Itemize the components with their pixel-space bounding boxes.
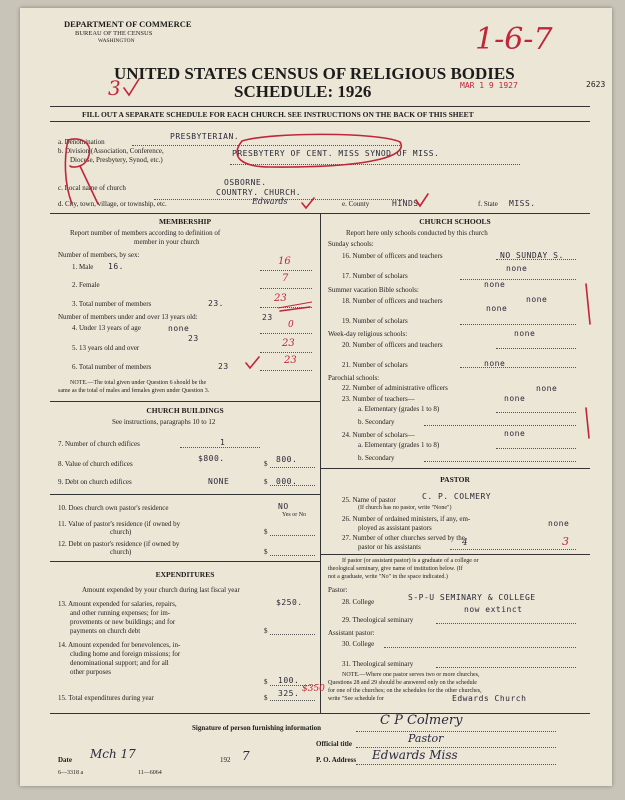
debt-label: 9. Debt on church edifices [58, 478, 132, 486]
red-circle-presbytery [237, 134, 401, 167]
benevolences-value: 100. [278, 676, 300, 685]
census-schedule-page: DEPARTMENT OF COMMERCE BUREAU OF THE CENSUS WASHINGTON UNITED STATES CENSUS OF RELIGIOUS BODIES SCHEDULE: 1926 MAR 1 9 1927 2623 1-6-7 3 FILL OUT A SEPARATE SCHEDULE FOR EACH CHURCH. SEE INSTRUCTIONS ON THE BACK OF THIS SHEET a. Denomination PRESBYTERIAN. b. Division (Association, Conference, Diocese, Presbytery, Synod, etc.) PRESBYTERY OF CENT. MISS SYNOD OF MISS. c. Local name of church OSBORNE. COUNTRY. CHURCH. d. City, town, village, or township, etc. Edwards e. County HINDS f. State MISS. MEMBERSHIP Report number of members according to definition of member in your church Number of members, by sex: 1. Male 16. 16 2. Female 7 3. Total number of members 23. 23 Number of members under and over 13 years old: 23 4. Under 13 years of age none 0 23 5. 13 years old and over 23 6. Total number of members 23 23 NOTE.—The total given under Question 6 should be the same as the total of males and females given under Question 3. CHURCH BUILDINGS See instructions, paragraphs 10 to 12 7. Number of church edifices 1 8. Value of church edifices $800. 800. $ 9. Debt on church edifices NONE 000. $ 10. Does church own pastor's residence NO Yes or No 11. Value of pastor's residence (if owned by church) $ 12. Debt on pastor's residence (if owned by church) $ EXPENDITURES Amount expended by your church during last fiscal year 13. Amount expended for salaries, repairs, and other running expenses; for im- provements or new buildings; and for payments on church debt $250. $ 14. Amount expended for benevolences, in- cluding home and foreign missions; for denominational support; and for all other purposes 100. $ 15. Total expenditures during year 325. $350 $ CHURCH SCHOOLS Report here only schools conducted by this church Sunday schools: 16. Number of officers and teachers NO SUNDAY S. 17. Number of scholars none Summer vacation Bible schools: none 18. Number of officers and teachers none none 19. Number of scholars Week-day religious schools: none 20. Number of officers and teachers 21. Number of scholars none Parochial schools: 22. Number of administrative officers none 23. Number of teachers— none a. Elementary (grades 1 to 8) b. Secondary 24. Number of scholars— none a. Elementary (grades 1 to 8) b. Secondary PASTOR 25. Name of pastor C. P. COLMERY (If church has no pastor, write "None") 26. Number of ordained ministers, if any, em- ployed as assistant pastors none 27. Number of other churches served by the pastor or his assistants 4 3 If pastor (or assistant pastor) is a graduate of a college or theological seminary, give name of institution below. (If not a graduate, write "No" in the space indicated.) Pastor: 28. College S-P-U SEMINARY & COLLEGE now extinct 29. Theological seminary Assistant pastor: 30. College 31. Theological seminary NOTE.—Where one pastor serves two or more churches, Questions 28 and 29 should be answered only on the schedule for one of the churches; on the schedules for the other churches, write "See schedule for Edwards Church Signature of person furnishing information C P Colmery Official title Pastor Date Mch 17 192 7 P. O. Address Edwards Miss 6—3318 a 11—6064 [20, 8, 612, 786]
local-name-line-1: OSBORNE. [224, 178, 267, 187]
q17-label: 17. Number of scholars [342, 272, 408, 280]
membership-note-1: NOTE.—The total given under Question 6 should be the [70, 380, 207, 386]
city-label: WASHINGTON [98, 38, 135, 44]
q26-label: 26. Number of ordained ministers, if any, em- [342, 515, 471, 523]
pastor-name-value: C. P. COLMERY [422, 492, 492, 501]
pastor-none-hint: (If church has no pastor, write "None") [358, 505, 452, 511]
q31-label: 31. Theological seminary [342, 660, 414, 668]
q24-value: none [504, 429, 526, 438]
q23-label: 23. Number of teachers— [342, 395, 415, 403]
total-members-6-corrected: 23 [284, 355, 297, 366]
by-sex-label: Number of members, by sex: [58, 251, 140, 259]
under-13-label: 4. Under 13 years of age [72, 324, 141, 332]
male-corrected: 16 [278, 256, 291, 267]
under-13-typed: none [168, 324, 190, 333]
debt-typed: NONE [208, 477, 230, 486]
division-label: b. Division (Association, Conference, [58, 147, 164, 155]
residence-debt-label-2: church) [110, 548, 132, 556]
membership-intro-1: Report number of members according to definition of [70, 229, 221, 237]
q16-label: 16. Number of officers and teachers [342, 252, 443, 260]
division-label-2: Diocese, Presbytery, Synod, etc.) [70, 156, 163, 164]
q23b-label: b. Secondary [358, 418, 395, 426]
q27-label: 27. Number of other churches served by the [342, 534, 465, 542]
pastor-heading: PASTOR [440, 475, 470, 484]
signature-label: Signature of person furnishing information [192, 724, 321, 732]
membership-heading: MEMBERSHIP [158, 217, 212, 226]
q28-value: S-P-U SEMINARY & COLLEGE [408, 593, 536, 602]
division-value: PRESBYTERY OF CENT. MISS SYNOD OF MISS. [232, 149, 440, 158]
q22-label: 22. Number of administrative officers [342, 384, 448, 392]
q23-value: none [504, 394, 526, 403]
official-title-label: Official title [316, 740, 352, 748]
state-value: MISS. [509, 199, 536, 208]
q18-value-2: none [486, 304, 508, 313]
debt-repeat: 000. [276, 477, 298, 486]
graduate-note-3: not a graduate, write "No" in the space indicated.) [328, 574, 448, 580]
edifice-value-typed: $800. [198, 454, 225, 463]
q17-value-summer: none [484, 280, 506, 289]
membership-intro-2: member in your church [134, 238, 200, 246]
total-expenditures-corrected: $350 [302, 684, 325, 694]
total-expenditures-label: 15. Total expenditures during year [58, 694, 154, 702]
under-13-corrected: 0 [288, 320, 294, 330]
yes-or-no-hint: Yes or No [282, 512, 307, 518]
salaries-label-4: payments on church debt [70, 627, 141, 635]
q24a-label: a. Elementary (grades 1 to 8) [358, 441, 440, 449]
department-label: DEPARTMENT OF COMMERCE [64, 19, 192, 29]
graduate-note-1: If pastor (or assistant pastor) is a graduate of a college or [342, 558, 479, 564]
edifices-value: 1 [220, 438, 226, 447]
total-members-3-corrected: 23 [274, 293, 287, 304]
schools-intro: Report here only schools conducted by this church [346, 229, 488, 237]
over-13-label: 5. 13 years old and over [72, 344, 140, 352]
male-label: 1. Male [72, 263, 94, 271]
expenditures-intro: Amount expended by your church during last fiscal year [82, 586, 240, 594]
q26-value: none [548, 519, 570, 528]
pastor-name-label: 25. Name of pastor [342, 496, 396, 504]
parochial-schools-label: Parochial schools: [328, 374, 380, 382]
print-number: 11—6064 [138, 770, 162, 776]
pastor-residence-label: 10. Does church own pastor's residence [58, 504, 169, 512]
q19-label: 19. Number of scholars [342, 317, 408, 325]
instruction-line: FILL OUT A SEPARATE SCHEDULE FOR EACH CHURCH. SEE INSTRUCTIONS ON THE BACK OF THIS SHEET [82, 110, 474, 119]
local-name-label: c. Local name of church [58, 184, 126, 192]
total-members-6-label: 6. Total number of members [72, 363, 152, 371]
q18-value: none [526, 295, 548, 304]
female-label: 2. Female [72, 281, 100, 289]
q21-label: 21. Number of scholars [342, 361, 408, 369]
serial-number: 2623 [586, 80, 606, 89]
church-schools-heading: CHURCH SCHOOLS [419, 217, 491, 226]
benevolences-label-4: other purposes [70, 668, 112, 676]
county-label: e. County [342, 200, 370, 208]
year-prefix: 192 [220, 756, 231, 764]
benevolences-label-1: 14. Amount expended for benevolences, in- [58, 641, 181, 649]
residence-value-label: 11. Value of pastor's residence (if owned by [58, 520, 181, 528]
benevolences-label-3: denominational support; and for all [70, 659, 169, 667]
q27-corrected: 3 [562, 535, 569, 548]
red-checkmark-top [124, 79, 139, 95]
membership-note-2: same as the total of males and females given under Question 3. [58, 388, 210, 394]
pastor-note-3: for one of the churches; on the schedules for the other churches, [328, 688, 482, 694]
q22-value: none [536, 384, 558, 393]
date-label: Date [58, 756, 72, 764]
q28-label: 28. College [342, 598, 375, 606]
male-typed: 16. [108, 262, 124, 271]
summer-schools-label: Summer vacation Bible schools: [328, 286, 419, 294]
total-members-3-typed: 23. [208, 299, 224, 308]
assistant-pastor-label: Assistant pastor: [328, 629, 375, 637]
salaries-label-3: provements or new buildings; and for [70, 618, 176, 626]
q23a-label: a. Elementary (grades 1 to 8) [358, 405, 440, 413]
weekday-schools-label: Week-day religious schools: [328, 330, 408, 338]
local-name-line-2: COUNTRY. CHURCH. [216, 188, 302, 197]
po-address-value: Edwards Miss [372, 748, 458, 762]
city-town-value: Edwards [252, 197, 288, 206]
filing-number: 1-6-7 [475, 22, 553, 57]
po-address-label: P. O. Address [316, 756, 357, 764]
over-13-typed: 23 [188, 334, 199, 343]
q24-label: 24. Number of scholars— [342, 431, 415, 439]
residence-value-label-2: church) [110, 528, 132, 536]
q29-label: 29. Theological seminary [342, 616, 414, 624]
q16-value: NO SUNDAY S. [500, 251, 564, 260]
expenditures-heading: EXPENDITURES [155, 570, 215, 579]
received-stamp: MAR 1 9 1927 [460, 81, 518, 90]
q27-label-2: pastor or his assistants [358, 543, 421, 551]
q28-value-2: now extinct [464, 605, 523, 614]
pastor-note-1: NOTE.—Where one pastor serves two or more churches, [342, 672, 480, 678]
state-label: f. State [478, 200, 498, 208]
total-members-3-label: 3. Total number of members [72, 300, 152, 308]
q20-label: 20. Number of officers and teachers [342, 341, 443, 349]
q24b-label: b. Secondary [358, 454, 395, 462]
city-town-label: d. City, town, village, or township, etc. [58, 200, 167, 208]
salaries-value: $250. [276, 598, 303, 607]
denomination-label: a. Denomination [58, 138, 105, 146]
over-13-corrected: 23 [282, 338, 295, 349]
age-split-label: Number of members under and over 13 years old: [58, 313, 198, 321]
pastor-note-2: Questions 28 and 29 should be answered only on the schedule [328, 680, 477, 686]
buildings-instruction: See instructions, paragraphs 10 to 12 [112, 418, 216, 426]
female-corrected: 7 [282, 273, 289, 284]
edifice-value-label: 8. Value of church edifices [58, 460, 133, 468]
county-value: HINDS [392, 199, 419, 208]
q18-label: 18. Number of officers and teachers [342, 297, 443, 305]
salaries-label-1: 13. Amount expended for salaries, repairs, [58, 600, 177, 608]
residence-debt-label: 12. Debt on pastor's residence (if owned by [58, 540, 180, 548]
total-expenditures-typed: 325. [278, 689, 300, 698]
sunday-schools-label: Sunday schools: [328, 240, 374, 248]
pastor-note-4: write "See schedule for [328, 696, 384, 702]
red-mark-3: 3 [108, 76, 121, 100]
total-members-6-typed: 23 [218, 362, 229, 371]
church-buildings-heading: CHURCH BUILDINGS [146, 406, 224, 415]
q30-label: 30. College [342, 640, 375, 648]
q21-value: none [484, 359, 506, 368]
date-value: Mch 17 [90, 747, 136, 761]
form-number: 6—3318 a [58, 770, 84, 776]
red-annotation-marks [20, 8, 612, 786]
q26-label-2: ployed as assistant pastors [358, 524, 432, 532]
edifices-label: 7. Number of church edifices [58, 440, 140, 448]
denomination-value: PRESBYTERIAN. [170, 132, 240, 141]
pastor-sub-label: Pastor: [328, 586, 348, 594]
graduate-note-2: theological seminary, give name of institution below. (If [328, 566, 463, 572]
bureau-label: BUREAU OF THE CENSUS [75, 30, 153, 37]
schedule-title: SCHEDULE: 1926 [234, 82, 372, 101]
pastor-residence-value: NO [278, 502, 289, 511]
other-church-value: Edwards Church [452, 694, 527, 703]
year-suffix: 7 [242, 749, 250, 763]
document-title: UNITED STATES CENSUS OF RELIGIOUS BODIES [114, 64, 515, 83]
edifice-value-repeat: 800. [276, 455, 298, 464]
q20-value: none [514, 329, 536, 338]
age-split-typed: 23 [262, 313, 273, 322]
official-title-value: Pastor [408, 732, 444, 745]
q17-value: none [506, 264, 528, 273]
benevolences-label-2: cluding home and foreign missions; for [70, 650, 181, 658]
signature-value: C P Colmery [380, 713, 463, 728]
q27-value: 4 [462, 538, 468, 548]
salaries-label-2: and other running expenses; for im- [70, 609, 171, 617]
